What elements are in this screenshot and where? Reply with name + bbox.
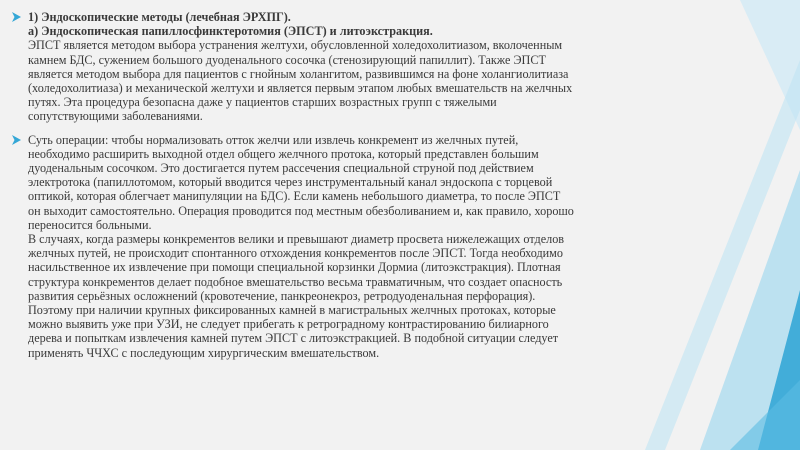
text-line: дуоденальным сосочком. Это достигается путем рассечения специальной струной под действием xyxy=(28,161,534,176)
heading-1: 1) Эндоскопические методы (лечебная ЭРХПГ). xyxy=(28,10,291,24)
text-line: желчных путей, не происходит спонтанного отхождения конкрементов после ЭПСТ. Тогда необходимо xyxy=(28,246,563,261)
text-line: Суть операции: чтобы нормализовать отток желчи или извлечь конкремент из желчных путей, xyxy=(28,132,519,147)
text-line: В случаях, когда размеры конкрементов велики и превышают диаметр просвета нижележащих отделов xyxy=(28,232,565,247)
text-line: является методом выбора для пациентов с гнойным холангитом, развившимся на фоне холангиолитиаза xyxy=(28,66,569,81)
text-line: Поэтому при наличии крупных фиксированных камней в магистральных желчных протоках, которые xyxy=(28,303,556,318)
text-line: камнем БДС, сужением большого дуоденального сосочка (стенозирующий папиллит). Также ЭПСТ xyxy=(28,52,546,67)
slide-content xyxy=(12,10,622,369)
text-line: структура конкрементов делает подобное вмешательство весьма травматичным, что создает опасность xyxy=(28,274,563,289)
bullet-2 xyxy=(12,133,622,360)
text-line: развития серьёзных осложнений (кровотечение, панкреонекроз, ретродуоденальная перфорация). xyxy=(28,288,536,303)
text-line: насильственное их извлечение при помощи специальной корзинки Дормиа (литоэкстракция). Плотная xyxy=(28,260,561,275)
bullet-1 xyxy=(12,10,622,124)
text-line: путях. Эта процедура безопасна даже у пациентов старших возрастных групп с тяжелыми xyxy=(28,95,497,110)
text-line: переносится больными. xyxy=(28,217,152,232)
text-line: сопутствующими заболеваниями. xyxy=(28,109,203,124)
text-line: необходимо расширить выходной отдел общего желчного протока, который представлен большим xyxy=(28,146,539,161)
text-line: ЭПСТ является методом выбора устранения желтухи, обусловленной холедохолитиазом, вколоченным xyxy=(28,38,563,53)
heading-2: а) Эндоскопическая папиллосфинктеротомия (ЭПСТ) и литоэкстракция. xyxy=(28,24,433,39)
text-line: он выходит самостоятельно. Операция проводится под местным обезболиванием и, как правило, хорошо xyxy=(28,203,574,218)
text-line: применять ЧЧХС с последующим хирургическим вмешательством. xyxy=(28,345,380,360)
arrow-bullet-icon xyxy=(12,12,21,22)
text-line: электротока (папиллотомом, который вводится через инструментальный канал эндоскопа с торцевой xyxy=(28,175,553,190)
text-line: можно выявить уже при УЗИ, не следует прибегать к ретроградному контрастированию билиарного xyxy=(28,317,549,332)
text-line: оптикой, которая облегчает манипуляции на БДС). Если камень небольшого диаметра, то после ЭПСТ xyxy=(28,189,561,204)
arrow-bullet-icon xyxy=(12,135,21,145)
text-line: дерева и попыткам извлечения камней путем ЭПСТ с литоэкстракцией. В подобной ситуации следует xyxy=(28,331,559,346)
text-line: (холедохолитиаза) и механической желтухи и является первым этапом любых вмешательств на желчных xyxy=(28,81,573,96)
